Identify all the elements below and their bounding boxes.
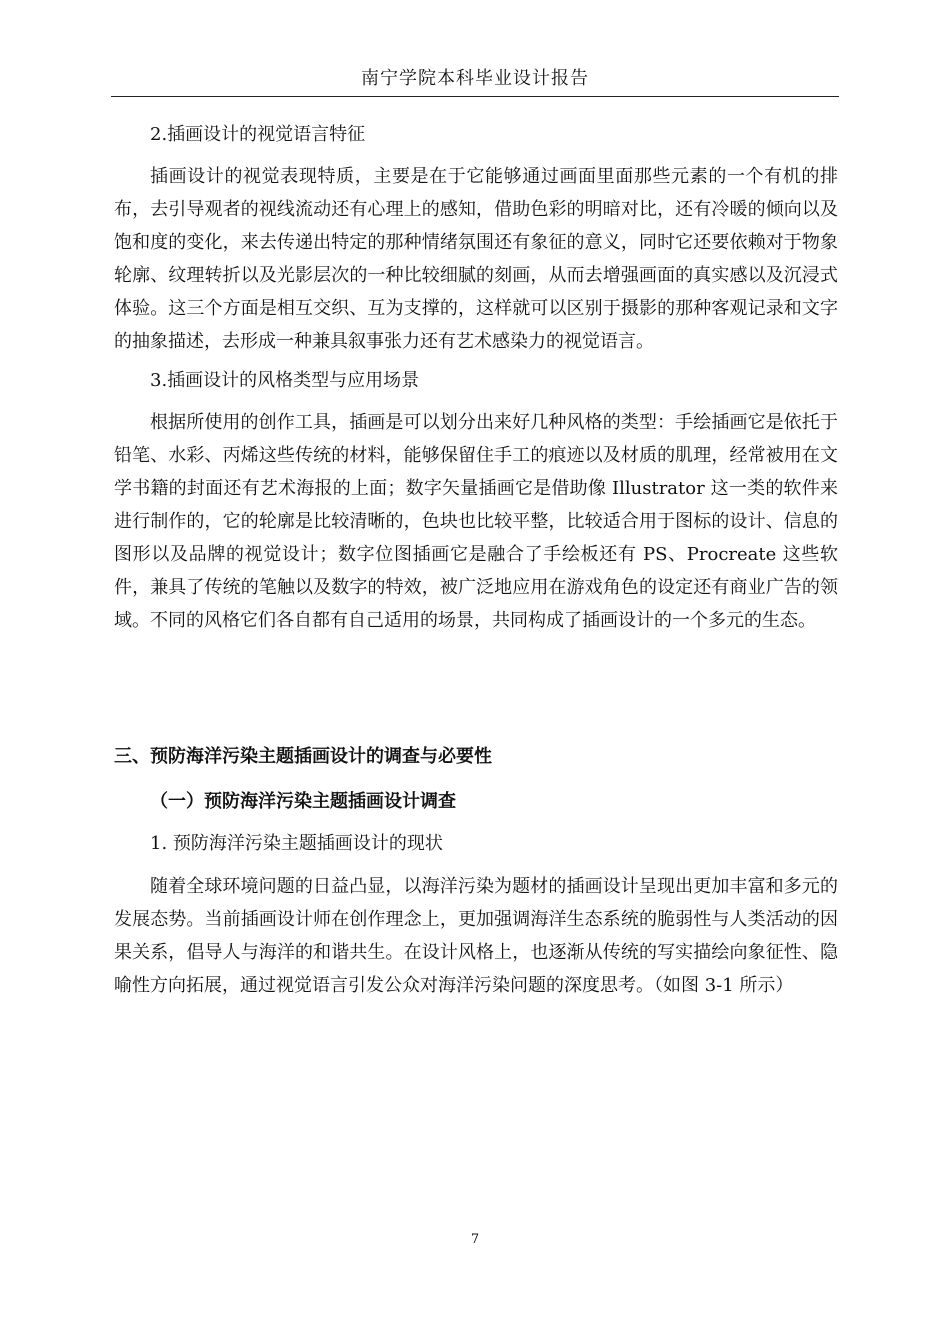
chapter-3-heading: 三、预防海洋污染主题插画设计的调查与必要性 [114,746,492,767]
section-2-heading: 2.插画设计的视觉语言特征 [150,124,366,145]
item-1-paragraph: 随着全球环境问题的日益凸显，以海洋污染为题材的插画设计呈现出更加丰富和多元的发展态势。当前插画设计师在创作理念上，更加强调海洋生态系统的脆弱性与人类活动的因果关系，倡导人与海洋的和谐共生。在设计风格上，也逐渐从传统的写实描绘向象征性、隐喻性方向拓展，通过视觉语言引发公众对海洋污染问题的深度思考。（如图 3-1 所示） [114,876,838,996]
running-header-title: 南宁学院本科毕业设计报告 [361,68,589,89]
subsection-1-heading: （一）预防海洋污染主题插画设计调查 [150,791,456,812]
section-3-heading: 3.插画设计的风格类型与应用场景 [150,370,420,391]
page-number: 7 [470,1232,480,1247]
section-2-paragraph: 插画设计的视觉表现特质，主要是在于它能够通过画面里面那些元素的一个有机的排布，去引导观者的视线流动还有心理上的感知，借助色彩的明暗对比，还有冷暖的倾向以及饱和度的变化，来去传递出特定的那种情绪氛围还有象征的意义，同时它还要依赖对于物象轮廓、纹理转折以及光影层次的一种比较细腻的刻画，从而去增强画面的真实感以及沉浸式体验。这三个方面是相互交织、互为支撑的，这样就可以区别于摄影的那种客观记录和文字的抽象描述，去形成一种兼具叙事张力还有艺术感染力的视觉语言。 [114,166,838,352]
section-3-paragraph: 根据所使用的创作工具，插画是可以划分出来好几种风格的类型：手绘插画它是依托于铅笔、水彩、丙烯这些传统的材料，能够保留住手工的痕迹以及材质的肌理，经常被用在文学书籍的封面还有艺术海报的上面；数字矢量插画它是借助像 Illustrator 这一类的软件来进行制作的，它的轮廓是比较清晰的，色块也比较平整，比较适合用于图标的设计、信息的图形以及品牌的视觉设计；数字位图插画它是融合了手绘板还有 PS、Procreate 这些软件，兼具了传统的笔触以及数字的特效，被广泛地应用在游戏角色的设定还有商业广告的领域。不同的风格它们各自都有自己适用的场景，共同构成了插画设计的一个多元的生态。 [114,412,838,631]
item-1-heading: 1. 预防海洋污染主题插画设计的现状 [150,833,443,854]
header-divider [111,96,839,97]
